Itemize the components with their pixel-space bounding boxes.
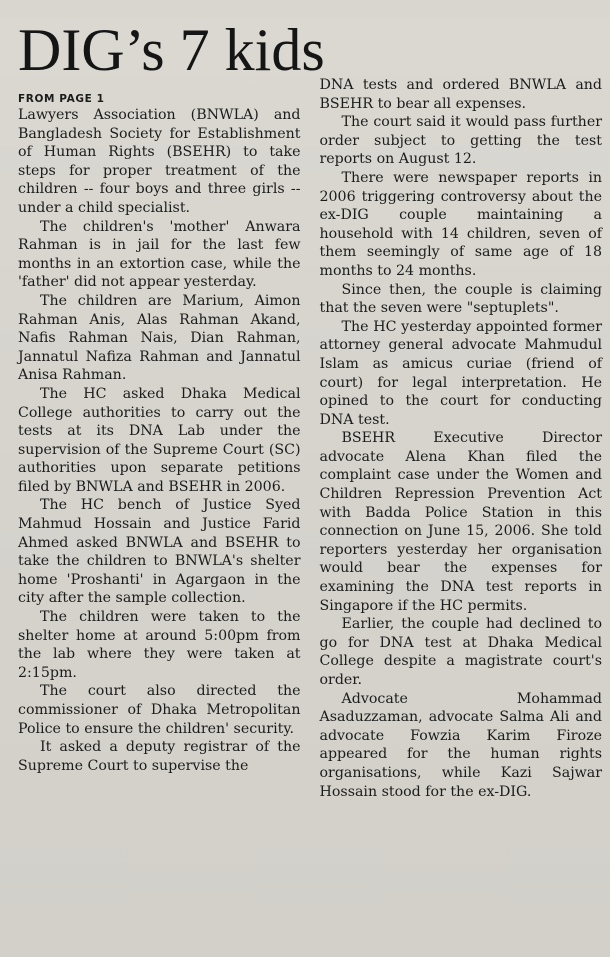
left-paragraph-5: The HC bench of Justice Syed Mahmud Hossain and Justice Farid Ahmed asked BNWLA and BSEHR to take the children to BNWLA's shelter home 'Proshanti' in Agargaon in the city after the sample collection. [18,497,301,607]
headline: DIG’s 7 kids [18,17,325,83]
left-paragraph-8: It asked a deputy registrar of the Supreme Court to supervise the [18,739,301,774]
right-column [320,76,603,801]
left-column [18,92,301,801]
left-paragraph-3: The children are Marium, Aimon Rahman Anis, Alas Rahman Akand, Nafis Rahman Nais, Dian Rahman, Jannatul Nafiza Rahman and Jannatul Anisa Rahman. [18,292,301,384]
right-paragraph-6: BSEHR Executive Director advocate Alena Khan filed the complaint case under the Women and Children Repression Prevention Act with Badda Police Station in this connection on June 15, 2006. She told reporters yesterday her organisation would bear the expenses for examining the DNA test reports in Singapore if the HC permits. [319,430,602,614]
right-paragraph-7: Earlier, the couple had declined to go for DNA test at Dhaka Medical College despite a magistrate court's order. [319,616,602,688]
left-paragraph-2: The children's 'mother' Anwara Rahman is in jail for the last few months in an extortion case, while the 'father' did not appear yesterday. [18,218,301,291]
kicker-from-page-1: FROM PAGE 1 [18,93,105,105]
right-paragraph-3: There were newspaper reports in 2006 triggering controversy about the ex-DIG couple maintaining a household with 14 children, seven of them seemingly of same age of 18 months to 24 months. [319,169,602,279]
left-paragraph-1: Lawyers Association (BNWLA) and Bangladesh Society for Establishment of Human Rights (BSEHR) to take steps for proper treatment of the children -- four boys and three girls -- under a child specialist. [18,107,301,216]
right-paragraph-5: The HC yesterday appointed former attorney general advocate Mahmudul Islam as amicus curiae (friend of court) for legal interpretation. He opined to the court for conducting DNA test. [319,318,602,428]
left-paragraph-4: The HC asked Dhaka Medical College authorities to carry out the tests at its DNA Lab under the supervision of the Supreme Court (SC) authorities upon separate petitions filed by BNWLA and BSEHR in 2006. [18,385,301,495]
right-paragraph-4: Since then, the couple is claiming that the seven were "septuplets". [319,281,602,317]
newspaper-clipping [0,18,610,957]
left-paragraph-7: The court also directed the commissioner of Dhaka Metropolitan Police to ensure the children' security. [18,683,301,737]
right-paragraph-2: The court said it would pass further order subject to getting the test reports on August 12. [319,114,602,168]
article-columns [18,77,602,801]
right-paragraph-8: Advocate Mohammad Asaduzzaman, advocate Salma Ali and advocate Fowzia Karim Firoze appeared for the human rights organisations, while Kazi Sajwar Hossain stood for the ex-DIG. [319,690,602,800]
left-paragraph-6: The children were taken to the shelter home at around 5:00pm from the lab where they were taken at 2:15pm. [18,609,301,681]
right-paragraph-1: DNA tests and ordered BNWLA and BSEHR to bear all expenses. [319,77,602,112]
